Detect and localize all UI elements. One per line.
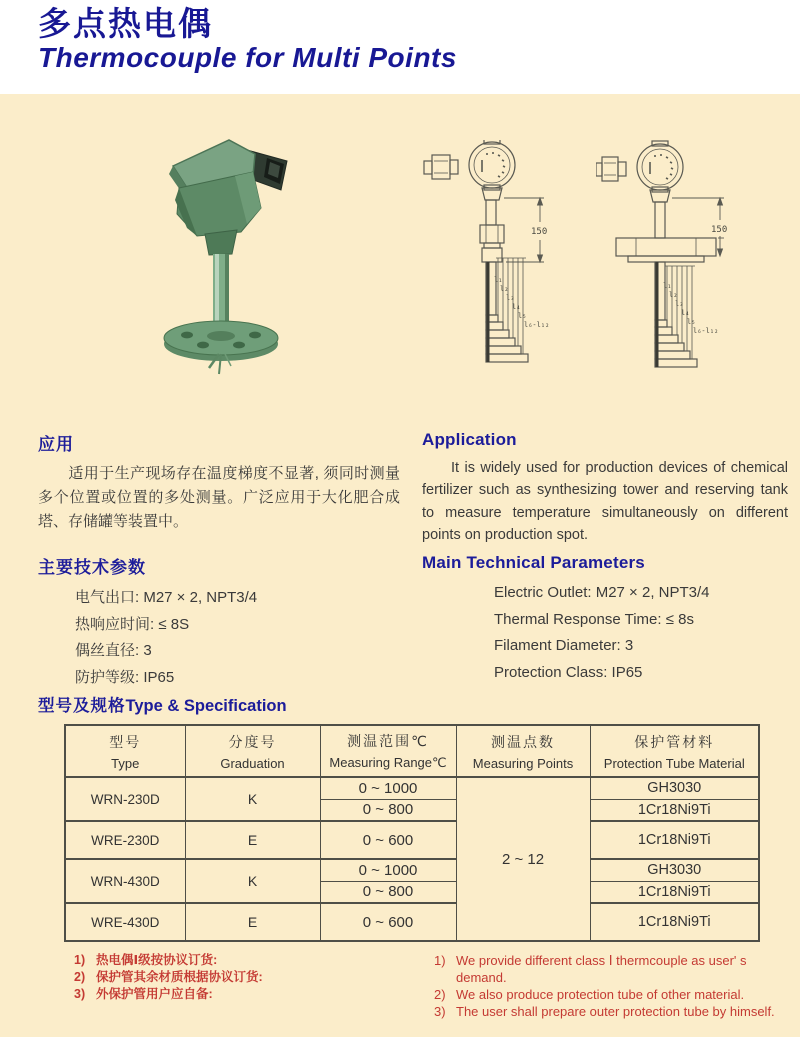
param-item: Thermal Response Time: ≤ 8s [494, 610, 694, 628]
note-number: 2) [434, 987, 446, 1002]
cell-material: 1Cr18Ni9Ti [590, 821, 759, 859]
param-item: Protection Class: IP65 [494, 664, 643, 682]
col-header-type-cn: 型号 [109, 733, 142, 750]
dim-label-l3: l₃ [506, 294, 515, 302]
dim-label-l1: l₁ [494, 276, 503, 284]
cell-graduation: K [185, 859, 320, 903]
note-number: 2) [74, 970, 86, 984]
cell-type: WRE-430D [65, 903, 185, 941]
cell-graduation: K [185, 777, 320, 821]
note-text: 保护管其余材质根据协议订货: [96, 970, 263, 984]
cell-range: 0 ~ 1000 [320, 777, 456, 799]
spec-heading-en: Type & Specification [125, 697, 287, 715]
note-item [74, 986, 404, 1003]
dim-label-l4: l₄ [681, 309, 690, 317]
application-body-en-text: It is widely used for production devices of chemical fertilizer such as synthesizing tower and reserving tank to measure temperature simultaneously on different points on production spot. [422, 460, 788, 544]
dim-label-l2: l₂ [500, 285, 509, 293]
table-row [65, 777, 759, 799]
page-title-en: Thermocouple for Multi Points [38, 42, 457, 74]
spec-heading-cn: 型号及规格 [38, 697, 126, 715]
note-item [434, 986, 790, 1003]
spec-header-row [65, 725, 759, 777]
page-title-cn: 多点热电偶 [38, 5, 213, 42]
parameters-heading-en: Main Technical Parameters [422, 553, 645, 572]
section-parameters-cn [38, 553, 400, 692]
note-item [74, 952, 404, 969]
table-row [65, 821, 759, 859]
note-item [434, 952, 790, 986]
cell-graduation: E [185, 903, 320, 941]
cell-range: 0 ~ 600 [320, 821, 456, 859]
note-text: We provide different class Ⅰ thermcouple as user' s demand. [456, 953, 747, 985]
cell-type: WRN-430D [65, 859, 185, 903]
cell-material: 1Cr18Ni9Ti [590, 903, 759, 941]
page-title-block [38, 6, 457, 74]
section-parameters-en [422, 553, 788, 687]
spec-table [64, 724, 760, 942]
dim-label-l6-l12: l₆-l₁₂ [524, 321, 550, 329]
param-item: 电气出口: M27 × 2, NPT3/4 [75, 589, 258, 606]
parameters-list-en [422, 580, 788, 687]
section-application-en [422, 430, 788, 547]
cell-material: GH3030 [590, 777, 759, 799]
col-header-range-en: Measuring Range℃ [329, 755, 447, 770]
notes-cn [74, 952, 404, 1003]
cell-range: 0 ~ 1000 [320, 859, 456, 881]
cell-range: 0 ~ 600 [320, 903, 456, 941]
col-header-material-cn: 保护管材料 [634, 733, 715, 750]
note-number: 1) [434, 953, 446, 968]
cell-type: WRN-230D [65, 777, 185, 821]
dim-label-l1: l₁ [663, 282, 672, 290]
spec-heading [38, 692, 287, 716]
cell-material: 1Cr18Ni9Ti [590, 799, 759, 821]
param-item: 防护等级: IP65 [75, 669, 175, 687]
note-text: 热电偶Ⅰ级按协议订货: [96, 953, 218, 967]
col-header-type [65, 725, 185, 777]
note-text: The user shall prepare outer protection tube by himself. [456, 1004, 775, 1019]
diagram-threaded-thermocouple [420, 140, 595, 395]
dim-label-l5: l₅ [518, 312, 527, 320]
col-header-graduation [185, 725, 320, 777]
col-header-type-en: Type [111, 755, 140, 771]
note-item [434, 1003, 790, 1020]
note-number: 3) [434, 1004, 446, 1019]
thermocouple-photo [135, 128, 325, 378]
cell-graduation: E [185, 821, 320, 859]
notes-en [434, 952, 790, 1020]
col-header-graduation-cn: 分度号 [228, 733, 277, 750]
application-body-cn-text: 适用于生产现场存在温度梯度不显著, 须同时测量多个位置或位置的多处测量。广泛应用于大化肥合成塔、存储罐等装置中。 [38, 465, 400, 530]
col-header-material-en: Protection Tube Material [603, 755, 745, 771]
col-header-range-cn: 测温范围℃ [347, 733, 429, 749]
dim-label-150: 150 [531, 227, 548, 237]
application-heading-cn: 应用 [38, 435, 74, 454]
param-item: 热响应时间: ≤ 8S [75, 615, 190, 633]
col-header-points-cn: 测温点数 [491, 733, 555, 750]
col-header-points [456, 725, 590, 777]
application-heading-en: Application [422, 430, 517, 449]
col-header-points-en: Measuring Points [472, 755, 574, 771]
dim-label-l6-l12: l₆-l₁₂ [693, 327, 719, 335]
parameters-heading-cn: 主要技术参数 [38, 558, 146, 577]
cell-range: 0 ~ 800 [320, 881, 456, 903]
col-header-graduation-en: Graduation [220, 755, 285, 771]
dim-label-l5: l₅ [687, 318, 696, 326]
parameters-list-cn [38, 585, 400, 692]
note-number: 1) [74, 953, 86, 967]
cell-type: WRE-230D [65, 821, 185, 859]
note-item [74, 969, 404, 986]
param-item: 偶丝直径: 3 [75, 642, 152, 660]
cell-measuring-points: 2 ~ 12 [456, 777, 590, 941]
note-text: We also produce protection tube of other material. [456, 987, 745, 1002]
cell-material: GH3030 [590, 859, 759, 881]
section-application-cn [38, 430, 400, 534]
note-text: 外保护管用户应自备: [96, 987, 213, 1001]
dim-label-l2: l₂ [669, 291, 678, 299]
table-row [65, 859, 759, 881]
cell-material: 1Cr18Ni9Ti [590, 881, 759, 903]
application-body-en [422, 457, 788, 547]
table-row [65, 903, 759, 941]
param-item: Filament Diameter: 3 [494, 637, 634, 655]
col-header-range [320, 725, 456, 777]
dim-label-l3: l₃ [675, 300, 684, 308]
note-number: 3) [74, 987, 86, 1001]
cell-range: 0 ~ 800 [320, 799, 456, 821]
diagram-flanged-thermocouple [596, 140, 786, 395]
dim-label-l4: l₄ [512, 303, 521, 311]
param-item: Electric Outlet: M27 × 2, NPT3/4 [494, 584, 710, 601]
col-header-material [590, 725, 759, 777]
dim-label-150: 150 [711, 225, 728, 235]
application-body-cn [38, 462, 400, 534]
